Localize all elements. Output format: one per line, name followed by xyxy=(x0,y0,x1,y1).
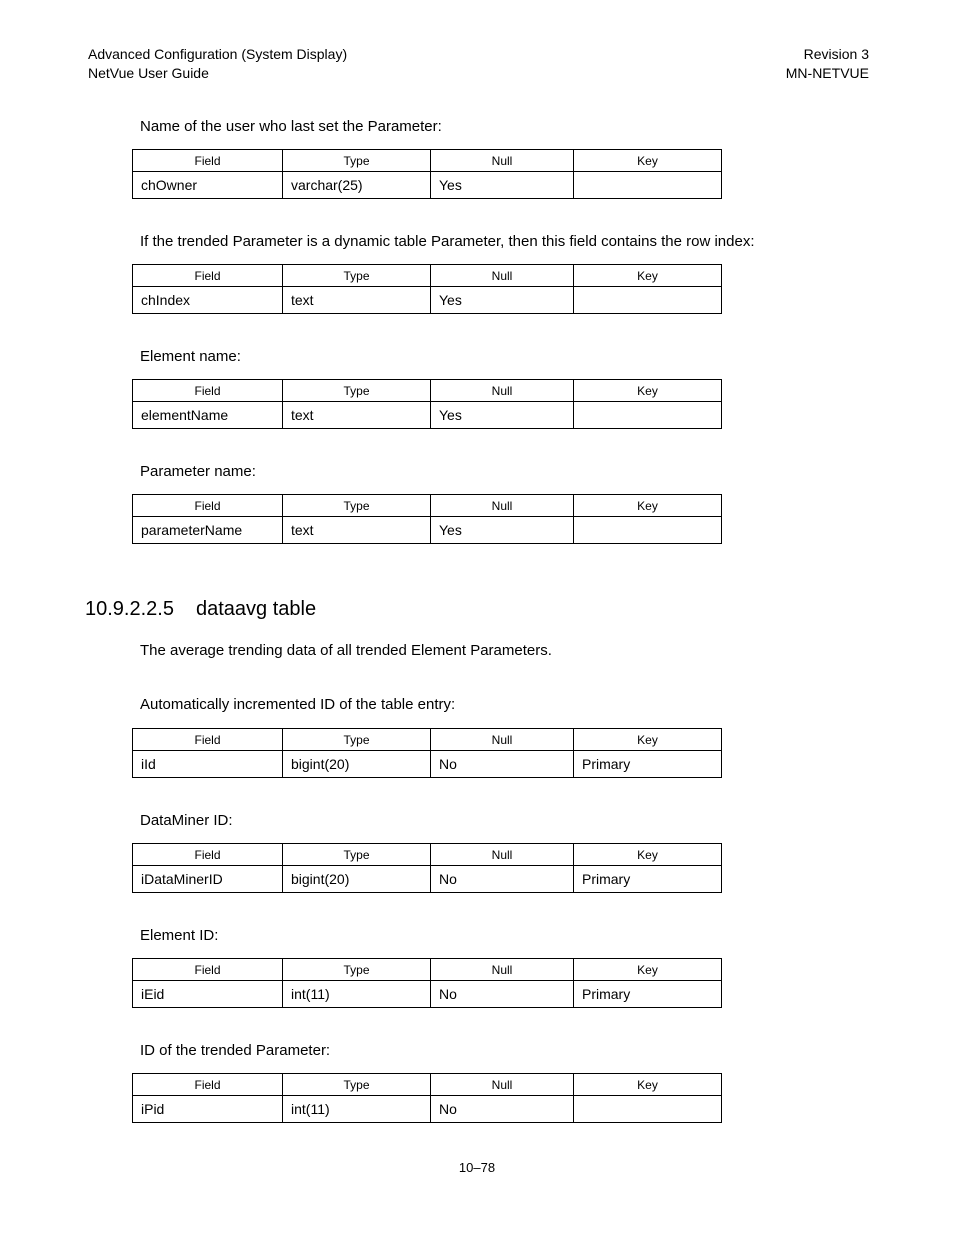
section-heading xyxy=(85,598,316,621)
field-definition-table xyxy=(132,149,722,199)
column-header-key: Key xyxy=(574,265,722,287)
column-header-key: Key xyxy=(574,844,722,866)
column-header-null: Null xyxy=(431,959,574,981)
table-row xyxy=(133,866,722,893)
cell-type: int(11) xyxy=(283,1096,431,1123)
column-header-null: Null xyxy=(431,1074,574,1096)
cell-field: elementName xyxy=(133,402,283,429)
column-header-null: Null xyxy=(431,729,574,751)
cell-type: bigint(20) xyxy=(283,751,431,778)
page-number: 10–78 xyxy=(458,1160,496,1175)
cell-key xyxy=(574,517,722,544)
column-header-field: Field xyxy=(133,380,283,402)
section-intro: The average trending data of all trended Element Parameters. xyxy=(140,642,552,659)
column-header-key: Key xyxy=(574,1074,722,1096)
column-header-null: Null xyxy=(431,150,574,172)
cell-field: iDataMinerID xyxy=(133,866,283,893)
column-header-field: Field xyxy=(133,729,283,751)
field-caption: Parameter name: xyxy=(140,463,256,480)
column-header-field: Field xyxy=(133,1074,283,1096)
cell-null: No xyxy=(431,866,574,893)
cell-field: iId xyxy=(133,751,283,778)
cell-key xyxy=(574,172,722,199)
header-chapter-title: Advanced Configuration (System Display) xyxy=(88,46,348,62)
cell-key xyxy=(574,1096,722,1123)
cell-field: chOwner xyxy=(133,172,283,199)
column-header-key: Key xyxy=(574,380,722,402)
cell-type: int(11) xyxy=(283,981,431,1008)
section-number: 10.9.2.2.5 xyxy=(85,598,174,620)
cell-type: varchar(25) xyxy=(283,172,431,199)
field-definition-table xyxy=(132,1073,722,1123)
table-header-row xyxy=(133,265,722,287)
field-definition-table xyxy=(132,379,722,429)
cell-field: iEid xyxy=(133,981,283,1008)
field-caption: DataMiner ID: xyxy=(140,812,233,829)
column-header-type: Type xyxy=(283,844,431,866)
cell-type: text xyxy=(283,287,431,314)
header-document-title: NetVue User Guide xyxy=(88,65,209,81)
cell-null: Yes xyxy=(431,172,574,199)
column-header-field: Field xyxy=(133,265,283,287)
column-header-field: Field xyxy=(133,844,283,866)
table-row xyxy=(133,981,722,1008)
table-row xyxy=(133,402,722,429)
table-header-row xyxy=(133,495,722,517)
field-caption: Element ID: xyxy=(140,927,219,944)
table-row xyxy=(133,287,722,314)
column-header-key: Key xyxy=(574,729,722,751)
section-title: dataavg table xyxy=(196,598,317,620)
column-header-null: Null xyxy=(431,380,574,402)
header-document-code: MN-NETVUE xyxy=(785,65,869,81)
column-header-type: Type xyxy=(283,729,431,751)
column-header-key: Key xyxy=(574,495,722,517)
table-row xyxy=(133,1096,722,1123)
cell-type: text xyxy=(283,517,431,544)
field-caption: Element name: xyxy=(140,348,241,365)
table-header-row xyxy=(133,729,722,751)
table-header-row xyxy=(133,959,722,981)
cell-key xyxy=(574,287,722,314)
cell-null: No xyxy=(431,1096,574,1123)
field-caption: ID of the trended Parameter: xyxy=(140,1042,331,1059)
field-caption: Name of the user who last set the Parameter: xyxy=(140,118,442,135)
field-definition-table xyxy=(132,264,722,314)
field-caption: If the trended Parameter is a dynamic table Parameter, then this field contains the row index: xyxy=(140,233,755,250)
column-header-field: Field xyxy=(133,495,283,517)
cell-null: No xyxy=(431,751,574,778)
table-header-row xyxy=(133,380,722,402)
field-definition-table xyxy=(132,958,722,1008)
field-definition-table xyxy=(132,728,722,778)
page-header-left xyxy=(88,45,347,83)
table-row xyxy=(133,172,722,199)
cell-field: parameterName xyxy=(133,517,283,544)
field-caption: Automatically incremented ID of the table entry: xyxy=(140,696,456,713)
column-header-type: Type xyxy=(283,150,431,172)
table-header-row xyxy=(133,150,722,172)
page-header-right xyxy=(786,45,869,83)
table-header-row xyxy=(133,1074,722,1096)
cell-null: No xyxy=(431,981,574,1008)
cell-null: Yes xyxy=(431,517,574,544)
column-header-type: Type xyxy=(283,495,431,517)
column-header-type: Type xyxy=(283,380,431,402)
column-header-type: Type xyxy=(283,959,431,981)
table-row xyxy=(133,517,722,544)
column-header-null: Null xyxy=(431,265,574,287)
column-header-type: Type xyxy=(283,265,431,287)
cell-type: text xyxy=(283,402,431,429)
field-definition-table xyxy=(132,843,722,893)
column-header-key: Key xyxy=(574,150,722,172)
cell-key: Primary xyxy=(574,866,722,893)
column-header-null: Null xyxy=(431,495,574,517)
column-header-null: Null xyxy=(431,844,574,866)
column-header-field: Field xyxy=(133,150,283,172)
table-row xyxy=(133,751,722,778)
cell-field: chIndex xyxy=(133,287,283,314)
table-header-row xyxy=(133,844,722,866)
column-header-field: Field xyxy=(133,959,283,981)
cell-null: Yes xyxy=(431,287,574,314)
cell-type: bigint(20) xyxy=(283,866,431,893)
cell-key xyxy=(574,402,722,429)
header-revision: Revision 3 xyxy=(803,46,869,62)
field-definition-table xyxy=(132,494,722,544)
cell-field: iPid xyxy=(133,1096,283,1123)
cell-key: Primary xyxy=(574,751,722,778)
cell-key: Primary xyxy=(574,981,722,1008)
column-header-type: Type xyxy=(283,1074,431,1096)
column-header-key: Key xyxy=(574,959,722,981)
cell-null: Yes xyxy=(431,402,574,429)
